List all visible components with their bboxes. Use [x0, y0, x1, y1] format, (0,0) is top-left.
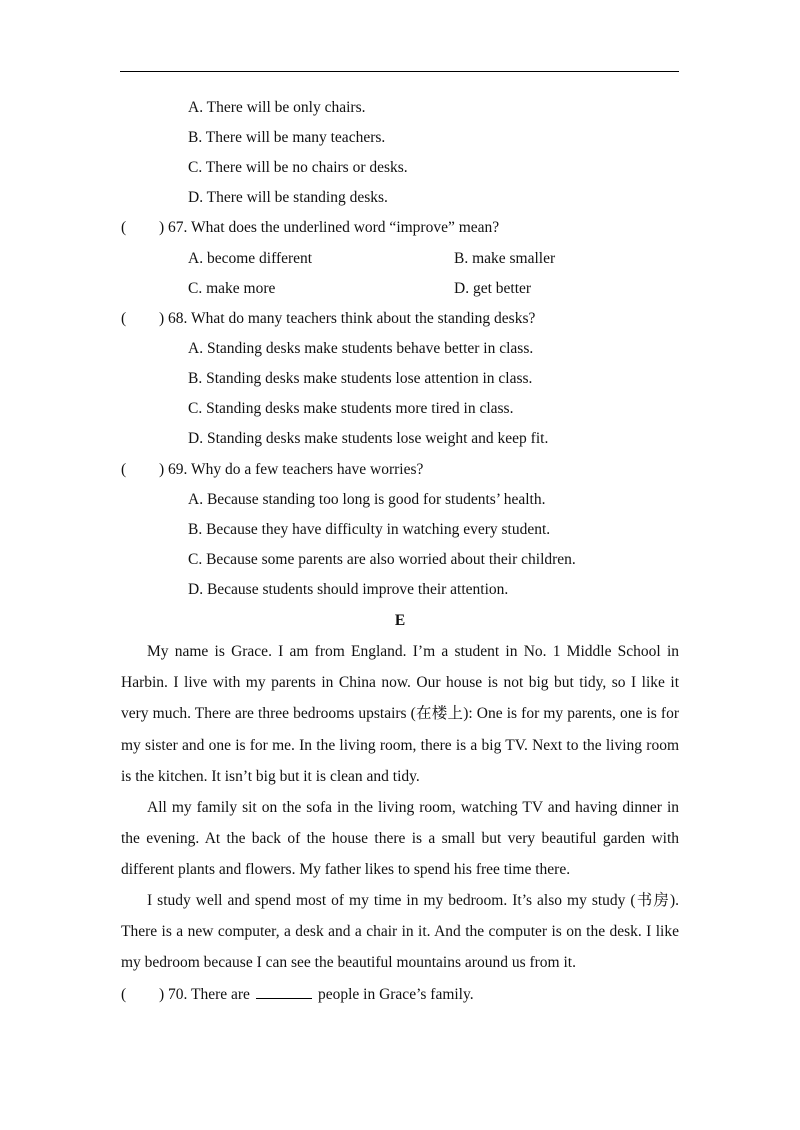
q69-option-a: A. Because standing too long is good for students’ health.: [188, 491, 546, 508]
section-heading: E: [394, 612, 406, 629]
question-68-stem: ) 68. What do many teachers think about the standing desks?: [159, 310, 536, 327]
question-67-stem: ) 67. What does the underlined word “improve” mean?: [159, 219, 500, 236]
answer-paren: (: [121, 986, 127, 1003]
q66-option-d: D. There will be standing desks.: [188, 189, 388, 206]
header-rule: [120, 71, 679, 72]
question-67: [121, 218, 499, 238]
question-70: [121, 984, 474, 1005]
q68-option-b: B. Standing desks make students lose attention in class.: [188, 370, 533, 387]
q67-option-a: A. become different: [188, 250, 313, 267]
question-70-stem-after: people in Grace’s family.: [317, 986, 474, 1003]
q66-option-c: C. There will be no chairs or desks.: [188, 159, 408, 176]
q67-option-c: C. make more: [188, 280, 276, 297]
answer-blank[interactable]: [256, 984, 312, 999]
q68-option-d: D. Standing desks make students lose weight and keep fit.: [188, 430, 549, 447]
answer-paren: (: [121, 461, 127, 478]
q68-option-a: A. Standing desks make students behave better in class.: [188, 340, 534, 357]
passage-paragraph-2: All my family sit on the sofa in the living room, watching TV and having dinner in the evening. At the back of the house there is a small but very beautiful garden with different plants and flowers. My father likes to spend his free time there.: [121, 799, 679, 879]
q66-option-b: B. There will be many teachers.: [188, 129, 386, 146]
q67-option-b: B. make smaller: [454, 250, 556, 267]
q66-option-a: A. There will be only chairs.: [188, 99, 366, 116]
q68-option-c: C. Standing desks make students more tired in class.: [188, 400, 514, 417]
question-69: [121, 460, 423, 480]
passage-paragraph-3: I study well and spend most of my time in my bedroom. It’s also my study (书房). There is a new computer, a desk and a chair in it. And the computer is on the desk. I like my bedroom because I can see the beautiful mountains around us from it.: [121, 892, 679, 972]
question-68: [121, 309, 535, 329]
passage-paragraph-1: My name is Grace. I am from England. I’m a student in No. 1 Middle School in Harbin. I live with my parents in China now. Our house is not big but tidy, so I like it very much. There are three bedrooms upstairs (在楼上): One is for my parents, one is for my sister and one is for me. In the living room, there is a big TV. Next to the living room is the kitchen. It isn’t big but it is clean and tidy.: [121, 643, 679, 785]
answer-paren: (: [121, 310, 127, 327]
answer-paren: (: [121, 219, 127, 236]
q67-option-d: D. get better: [454, 280, 532, 297]
question-69-stem: ) 69. Why do a few teachers have worries?: [159, 461, 424, 478]
q69-option-c: C. Because some parents are also worried about their children.: [188, 551, 576, 568]
q69-option-b: B. Because they have difficulty in watching every student.: [188, 521, 551, 538]
question-70-stem-before: ) 70. There are: [159, 986, 250, 1003]
q69-option-d: D. Because students should improve their attention.: [188, 581, 509, 598]
